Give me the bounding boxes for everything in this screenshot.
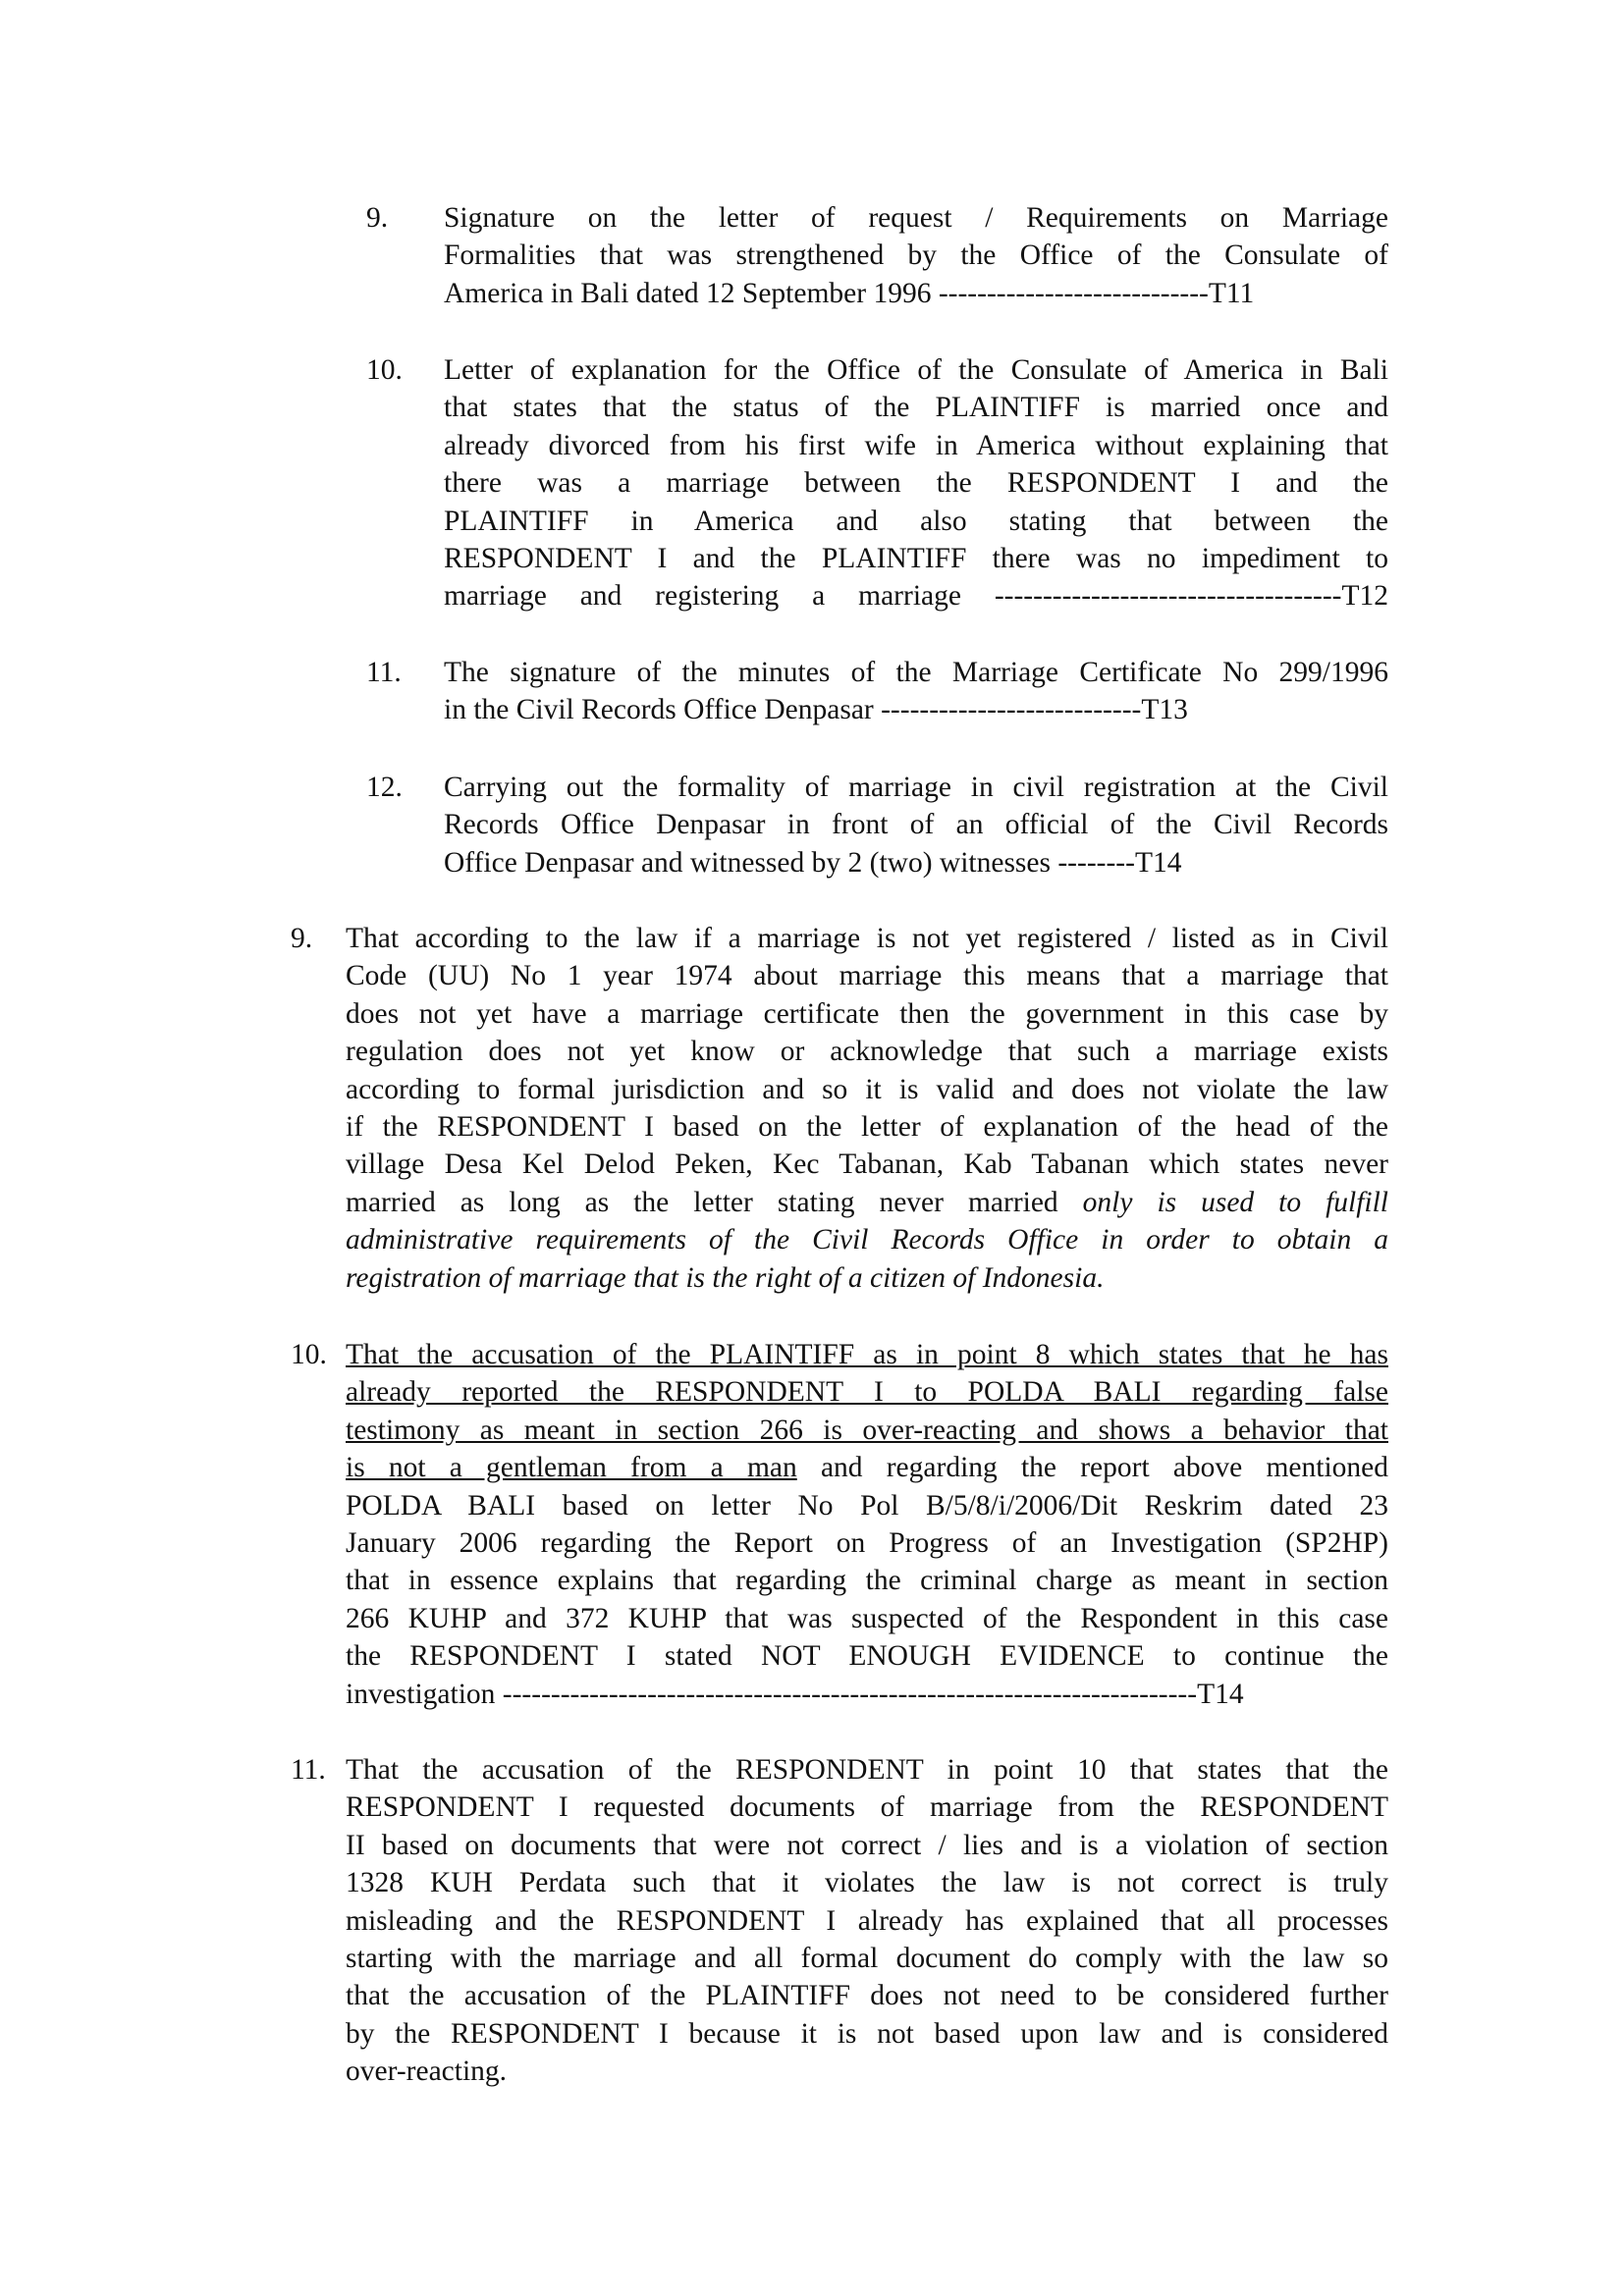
italic-text: only is used to fulfill [1082,1186,1388,1218]
sub-item-text [444,654,1388,729]
main-item-number: 10. [291,1339,327,1370]
text-line: Office Denpasar and witnessed by 2 (two) witnesses --------T14 [444,846,1182,879]
text-line: already divorced from his first wife in America without explaining that [444,429,1388,461]
text-line: Signature on the letter of request / Requirements on Marriage [444,202,1388,234]
text-line: misleading and the RESPONDENT I already has explained that all processes [346,1904,1388,1937]
text-line: that the accusation of the PLAINTIFF does not need to be considered further [346,1980,1388,2012]
text-line: That according to the law if a marriage is not yet registered / listed as in Civil [346,923,1388,954]
text-line: That the accusation of the RESPONDENT in point 10 that states that the [346,1754,1388,1786]
text-line: RESPONDENT I and the PLAINTIFF there was no impediment to [444,542,1388,574]
mixed-text-line [346,1449,1388,1486]
text-line: 1328 KUH Perdata such that it violates the law is not correct is truly [346,1867,1388,1899]
text-line: there was a marriage between the RESPONDENT I and the [444,467,1388,500]
text-line: Letter of explanation for the Office of the Consulate of America in Bali [444,354,1388,386]
underlined-text: is not a gentleman from a man [346,1452,797,1484]
text-line: II based on documents that were not correct / lies and is a violation of section [346,1829,1388,1861]
main-item-number: 9. [291,923,313,954]
text-line: over-reacting. [346,2056,508,2088]
sub-item-text [444,769,1388,881]
text-line: The signature of the minutes of the Marriage Certificate No 299/1996 [444,657,1388,688]
text-line: according to formal jurisdiction and so it is valid and does not violate the law [346,1073,1388,1105]
text-line: POLDA BALI based on letter No Pol B/5/8/i/2006/Dit Reskrim dated 23 [346,1489,1388,1522]
text-line: Records Office Denpasar in front of an official of the Civil Records [444,809,1388,841]
sub-item-text [444,351,1388,615]
text-line: PLAINTIFF in America and also stating that between the [444,505,1388,537]
underlined-text-line: already reported the RESPONDENT I to POLDA BALI regarding false [346,1376,1388,1409]
main-item-text [346,1336,1388,1713]
main-item-text [346,920,1388,1297]
text-line: Code (UU) No 1 year 1974 about marriage this means that a marriage that [346,960,1388,992]
underlined-text-line: testimony as meant in section 266 is over-reacting and shows a behavior that [346,1414,1388,1446]
text-line: that in essence explains that regarding the criminal charge as meant in section [346,1565,1388,1597]
sub-item-number: 9. [366,202,389,234]
text-line: Carrying out the formality of marriage in civil registration at the Civil [444,772,1388,803]
text-line: by the RESPONDENT I because it is not based upon law and is considered [346,2017,1388,2050]
italic-text-line: administrative requirements of the Civil Records Office in order to obtain a [346,1224,1388,1256]
plain-text: and regarding the report above mentioned [796,1452,1388,1484]
underlined-text-line: That the accusation of the PLAINTIFF as in point 8 which states that he has [346,1339,1388,1370]
text-line: starting with the marriage and all formal document do comply with the law so [346,1942,1388,1974]
sub-item-number: 12. [366,772,403,803]
sub-item-number: 10. [366,354,403,386]
text-line: 266 KUHP and 372 KUHP that was suspected of the Respondent in this case [346,1602,1388,1634]
sub-item-number: 11. [366,657,402,688]
text-line: does not yet have a marriage certificate then the government in this case by [346,997,1388,1030]
italic-text-line: registration of marriage that is the right of a citizen of Indonesia. [346,1261,1105,1294]
main-item-number: 11. [291,1754,326,1786]
text-line: regulation does not yet know or acknowledge that such a marriage exists [346,1036,1388,1068]
plain-text: married as long as the letter stating never married [346,1186,1083,1218]
text-line: the RESPONDENT I stated NOT ENOUGH EVIDENCE to continue the [346,1640,1388,1673]
text-line: investigation ------------------------------------------------------------------------T14 [346,1678,1244,1710]
text-line: marriage and registering a marriage ------------------------------------T12 [444,580,1388,613]
sub-item-text [444,199,1388,312]
text-line: January 2006 regarding the Report on Progress of an Investigation (SP2HP) [346,1526,1388,1559]
text-line: America in Bali dated 12 September 1996 ----------------------------T11 [444,277,1255,309]
main-item-text [346,1751,1388,2091]
text-line: village Desa Kel Delod Peken, Kec Tabanan, Kab Tabanan which states never [346,1148,1388,1181]
text-line: RESPONDENT I requested documents of marriage from the RESPONDENT [346,1791,1388,1824]
text-line: if the RESPONDENT I based on the letter of explanation of the head of the [346,1110,1388,1143]
text-line: that states that the status of the PLAINTIFF is married once and [444,392,1388,424]
mixed-text-line [346,1184,1388,1221]
text-line: Formalities that was strengthened by the Office of the Consulate of [444,240,1388,272]
text-line: in the Civil Records Office Denpasar ---------------------------T13 [444,694,1188,726]
